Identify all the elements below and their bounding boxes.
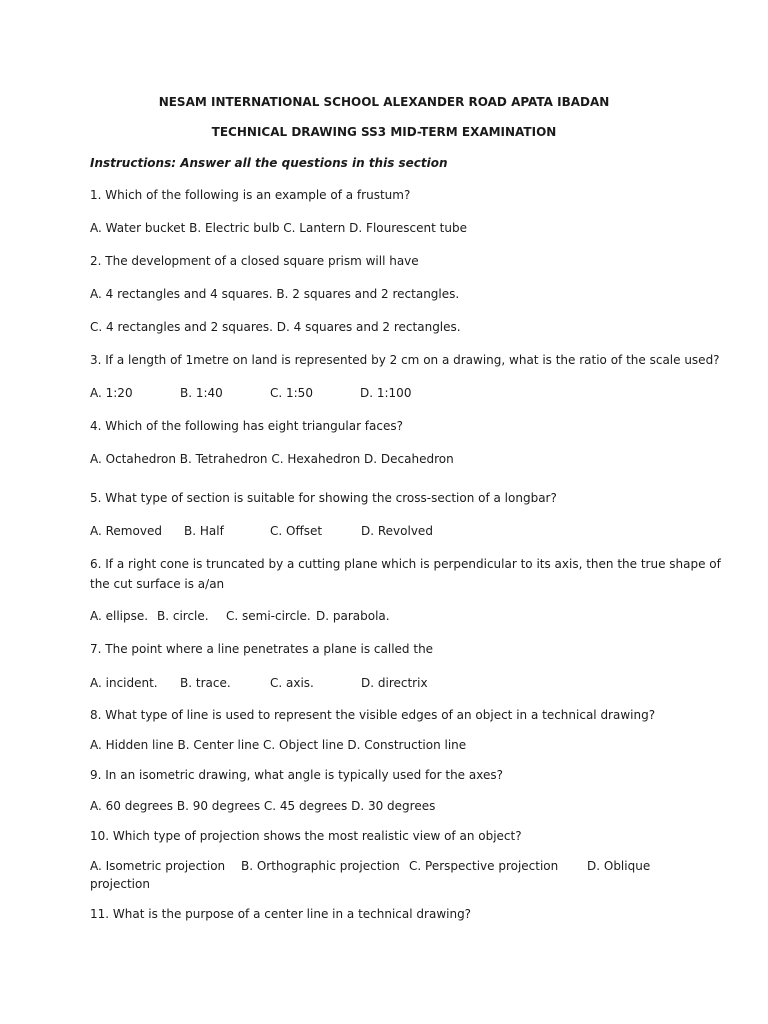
question-4-options: A. Octahedron B. Tetrahedron C. Hexahedron D. Decahedron [90,452,454,466]
question-11: 11. What is the purpose of a center line in a technical drawing? [90,907,472,921]
option-b: B. Orthographic projection [241,859,400,873]
option-c: C. axis. [270,676,314,690]
question-9: 9. In an isometric drawing, what angle is typically used for the axes? [90,768,503,782]
question-2-options-line-1: A. 4 rectangles and 4 squares. B. 2 squares and 2 rectangles. [90,287,460,301]
question-4: 4. Which of the following has eight triangular faces? [90,419,403,433]
question-1: 1. Which of the following is an example of a frustum? [90,188,411,202]
option-c: C. Perspective projection [409,859,559,873]
option-c: C. semi-circle. [226,609,311,623]
instructions: Instructions: Answer all the questions in this section [90,156,448,170]
question-6-line-2: the cut surface is a/an [90,577,225,591]
option-d: D. 1:100 [360,386,412,400]
option-b: B. trace. [180,676,231,690]
question-1-options: A. Water bucket B. Electric bulb C. Lantern D. Flourescent tube [90,221,467,235]
question-3: 3. If a length of 1metre on land is represented by 2 cm on a drawing, what is the ratio of the scale used? [90,353,720,367]
option-d: D. parabola. [316,609,390,623]
question-2: 2. The development of a closed square prism will have [90,254,419,268]
option-a: A. ellipse. [90,609,149,623]
option-d: D. directrix [361,676,428,690]
question-8: 8. What type of line is used to represent the visible edges of an object in a technical drawing? [90,708,656,722]
option-d: D. Oblique [587,859,651,873]
question-10-options-continuation: projection [90,877,150,891]
question-2-options-line-2: C. 4 rectangles and 2 squares. D. 4 squares and 2 rectangles. [90,320,461,334]
option-c: C. Offset [270,524,323,538]
question-6-line-1: 6. If a right cone is truncated by a cutting plane which is perpendicular to its axis, then the true shape of [90,557,721,571]
question-8-options: A. Hidden line B. Center line C. Object line D. Construction line [90,738,467,752]
question-7: 7. The point where a line penetrates a plane is called the [90,642,434,656]
school-name: NESAM INTERNATIONAL SCHOOL ALEXANDER ROAD APATA IBADAN [158,95,610,109]
option-a: A. incident. [90,676,158,690]
option-d: D. Revolved [361,524,433,538]
option-c: C. 1:50 [270,386,313,400]
option-b: B. Half [184,524,224,538]
question-5: 5. What type of section is suitable for showing the cross-section of a longbar? [90,491,557,505]
question-9-options: A. 60 degrees B. 90 degrees C. 45 degrees D. 30 degrees [90,799,436,813]
option-a: A. 1:20 [90,386,133,400]
exam-title: TECHNICAL DRAWING SS3 MID-TERM EXAMINATION [211,125,557,139]
question-10: 10. Which type of projection shows the most realistic view of an object? [90,829,522,843]
option-b: B. 1:40 [180,386,223,400]
option-a: A. Removed [90,524,162,538]
option-a: A. Isometric projection [90,859,226,873]
option-b: B. circle. [157,609,209,623]
